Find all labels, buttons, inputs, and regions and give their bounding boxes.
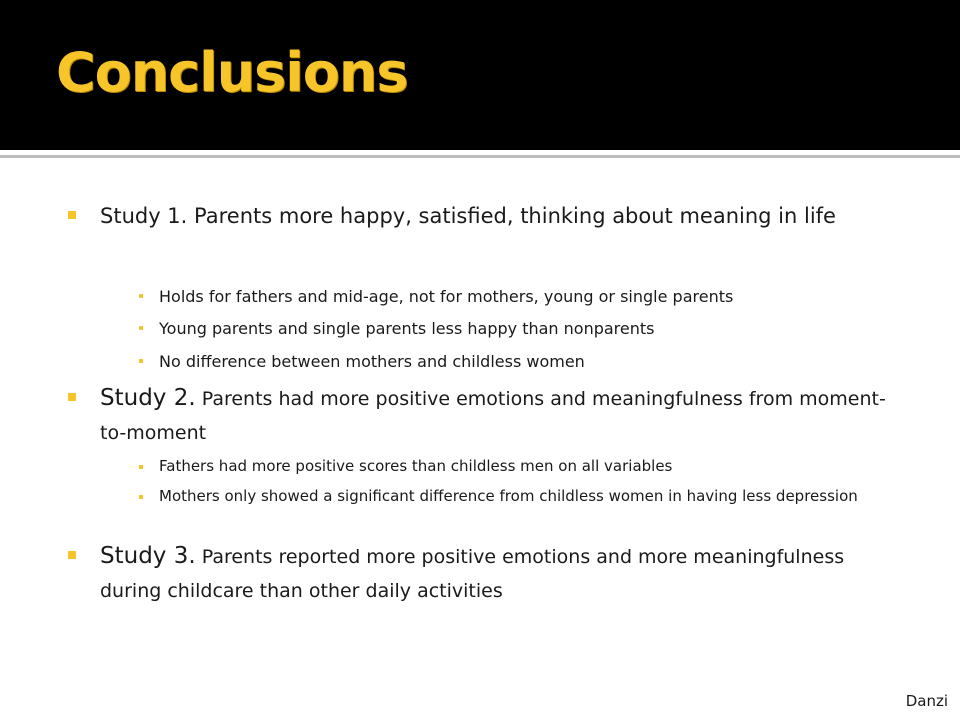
square-bullet-icon [68, 211, 76, 219]
bullet-study-2 [100, 382, 900, 450]
author-credit: Danzi [905, 692, 948, 710]
title-bar [0, 0, 960, 150]
square-bullet-icon [139, 465, 143, 469]
square-bullet-icon [139, 359, 143, 363]
sub-bullet-study-1-a: Holds for fathers and mid-age, not for mothers, young or single parents [159, 287, 734, 306]
sub-bullet-study-2-a: Fathers had more positive scores than childless men on all variables [159, 457, 673, 475]
slide-content [0, 158, 960, 720]
square-bullet-icon [68, 393, 76, 401]
square-bullet-icon [139, 294, 143, 298]
study-2-label: Study 2. [100, 385, 196, 411]
study-3-label: Study 3. [100, 543, 196, 569]
sub-bullet-study-2-b: Mothers only showed a significant difference from childless women in having less depression [159, 487, 858, 505]
sub-bullet-study-1-c: No difference between mothers and childless women [159, 352, 585, 371]
slide-title: Conclusions [56, 41, 408, 104]
square-bullet-icon [139, 326, 143, 330]
study-3-text: Parents reported more positive emotions and more meaningfulness during childcare than other daily activities [100, 546, 845, 602]
bullet-study-3 [100, 540, 900, 608]
bullet-study-1: Study 1. Parents more happy, satisfied, thinking about meaning in life [100, 204, 836, 228]
study-2-text: Parents had more positive emotions and meaningfulness from moment-to-moment [100, 388, 886, 444]
square-bullet-icon [68, 551, 76, 559]
sub-bullet-study-1-b: Young parents and single parents less happy than nonparents [159, 319, 655, 338]
square-bullet-icon [139, 495, 143, 499]
